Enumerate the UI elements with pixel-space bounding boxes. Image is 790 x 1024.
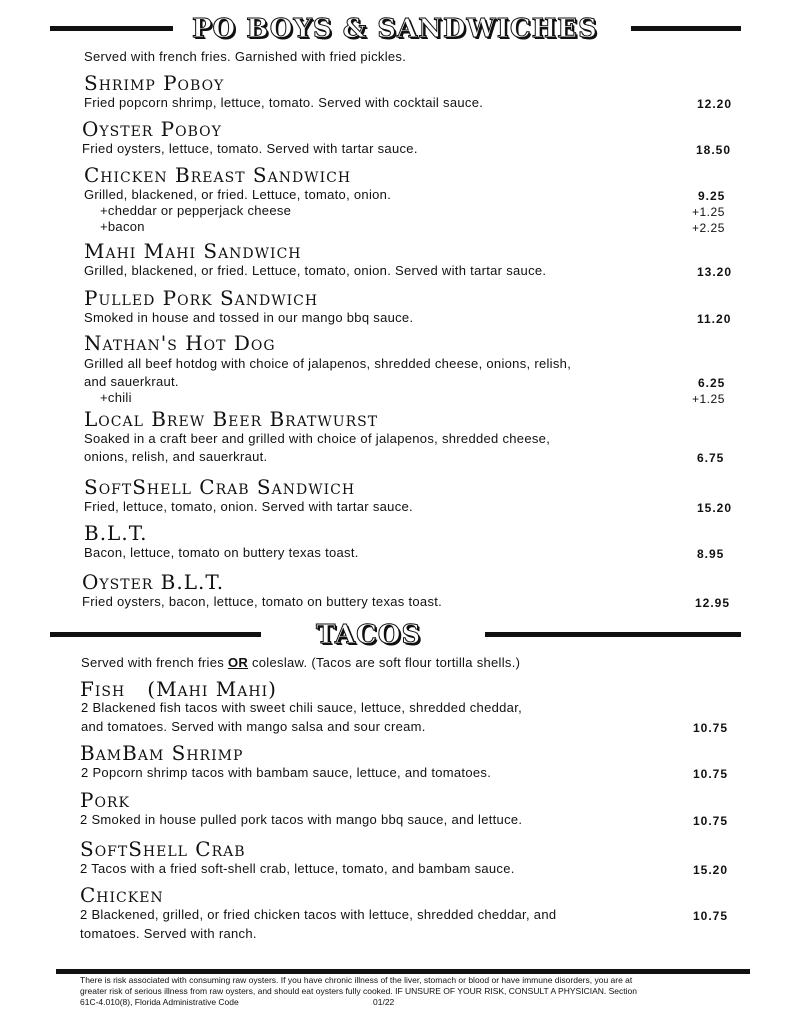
menu-item-name: SoftShell Crab Sandwich	[84, 475, 356, 499]
menu-item-price: 15.20	[693, 863, 729, 877]
menu-item-description: 2 Popcorn shrimp tacos with bambam sauce, lettuce, and tomatoes.	[81, 765, 492, 780]
menu-item-description: Bacon, lettuce, tomato on buttery texas toast.	[84, 545, 359, 560]
menu-addon: +cheddar or pepperjack cheese	[100, 203, 292, 218]
menu-item-price: 10.75	[693, 721, 729, 735]
menu-item-price: 9.25	[698, 189, 726, 203]
menu-addon-price: +1.25	[692, 392, 725, 406]
menu-addon-price: +1.25	[692, 205, 725, 219]
menu-item-description: Grilled, blackened, or fried. Lettuce, tomato, onion.	[84, 187, 392, 202]
menu-item-description: Fried popcorn shrimp, lettuce, tomato. Served with cocktail sauce.	[84, 95, 484, 110]
menu-item-name: SoftShell Crab	[80, 837, 246, 861]
menu-item-price: 12.20	[697, 97, 733, 111]
menu-item-name: Oyster B.L.T.	[82, 570, 225, 594]
menu-item-description: onions, relish, and sauerkraut.	[84, 449, 268, 464]
section-title-tacos: TACOS	[316, 620, 422, 650]
menu-item-price: 10.75	[693, 814, 729, 828]
menu-item-name: Oyster Poboy	[82, 117, 222, 141]
menu-item-name: Chicken Breast Sandwich	[84, 163, 352, 187]
menu-item-description: Fried, lettuce, tomato, onion. Served with tartar sauce.	[84, 499, 413, 514]
menu-item-description: Grilled, blackened, or fried. Lettuce, tomato, onion. Served with tartar sauce.	[84, 263, 547, 278]
menu-item-name: B.L.T.	[84, 521, 148, 545]
menu-item-description: Fried oysters, lettuce, tomato. Served with tartar sauce.	[82, 141, 418, 156]
menu-item-price: 8.95	[697, 547, 725, 561]
menu-item-price: 6.75	[697, 451, 725, 465]
menu-item-price: 11.20	[697, 312, 732, 326]
raw-oyster-disclaimer: There is risk associated with consuming raw oysters. If you have chronic illness of the liver, stomach or blood or have immune disorders, you are at greater risk of serious illness from raw oysters, and should eat oysters fully cooked. IF UNSURE OF YOUR RISK, CONSULT A PHYSICIAN. Section 61C-4.010(8), Florida Administrative Code	[80, 975, 637, 1007]
menu-item-price: 15.20	[697, 501, 733, 515]
menu-item-price: 13.20	[697, 265, 733, 279]
section-rule-left	[50, 26, 173, 31]
menu-item-description: Soaked in a craft beer and grilled with choice of jalapenos, shredded cheese,	[84, 431, 551, 446]
menu-item-name: Nathan's Hot Dog	[84, 331, 276, 355]
menu-item-description: 2 Blackened fish tacos with sweet chili sauce, lettuce, shredded cheddar,	[81, 700, 523, 715]
menu-item-description: Smoked in house and tossed in our mango bbq sauce.	[84, 310, 414, 325]
menu-item-description: and tomatoes. Served with mango salsa and sour cream.	[81, 719, 426, 734]
menu-item-price: 10.75	[693, 909, 729, 923]
menu-addon-price: +2.25	[692, 221, 725, 235]
menu-item-name: Mahi Mahi Sandwich	[84, 239, 302, 263]
menu-item-description: Fried oysters, bacon, lettuce, tomato on buttery texas toast.	[82, 594, 443, 609]
menu-item-description: 2 Tacos with a fried soft-shell crab, lettuce, tomato, and bambam sauce.	[80, 861, 515, 876]
menu-item-price: 6.25	[698, 376, 726, 390]
menu-addon: +chili	[100, 390, 132, 405]
menu-item-name: Pulled Pork Sandwich	[84, 286, 319, 310]
section-title-po-boys: PO BOYS & SANDWICHES	[192, 14, 598, 44]
menu-item-description: 2 Blackened, grilled, or fried chicken tacos with lettuce, shredded cheddar, and	[80, 907, 557, 922]
section-note-tacos: Served with french fries OR coleslaw. (Tacos are soft flour tortilla shells.)	[81, 655, 521, 670]
menu-item-name: Shrimp Poboy	[84, 71, 225, 95]
menu-addon: +bacon	[100, 219, 145, 234]
menu-date-code: 01/22	[373, 997, 395, 1007]
menu-item-name: BamBam Shrimp	[80, 741, 244, 765]
section-rule-left	[50, 632, 261, 637]
menu-item-description: tomatoes. Served with ranch.	[80, 926, 257, 941]
section-rule-right	[485, 632, 741, 637]
menu-item-price: 10.75	[693, 767, 729, 781]
footer-rule	[56, 969, 750, 974]
menu-item-price: 12.95	[695, 596, 731, 610]
menu-item-price: 18.50	[696, 143, 732, 157]
menu-item-description: and sauerkraut.	[84, 374, 179, 389]
menu-item-name: Chicken	[80, 883, 164, 907]
menu-item-name: Local Brew Beer Bratwurst	[84, 407, 379, 431]
menu-item-name: Fish (Mahi Mahi)	[80, 677, 277, 701]
menu-item-description: 2 Smoked in house pulled pork tacos with mango bbq sauce, and lettuce.	[80, 812, 523, 827]
menu-item-name: Pork	[80, 788, 130, 812]
section-rule-right	[631, 26, 741, 31]
section-note-po-boys: Served with french fries. Garnished with fried pickles.	[84, 49, 407, 64]
menu-item-description: Grilled all beef hotdog with choice of jalapenos, shredded cheese, onions, relish,	[84, 356, 572, 371]
